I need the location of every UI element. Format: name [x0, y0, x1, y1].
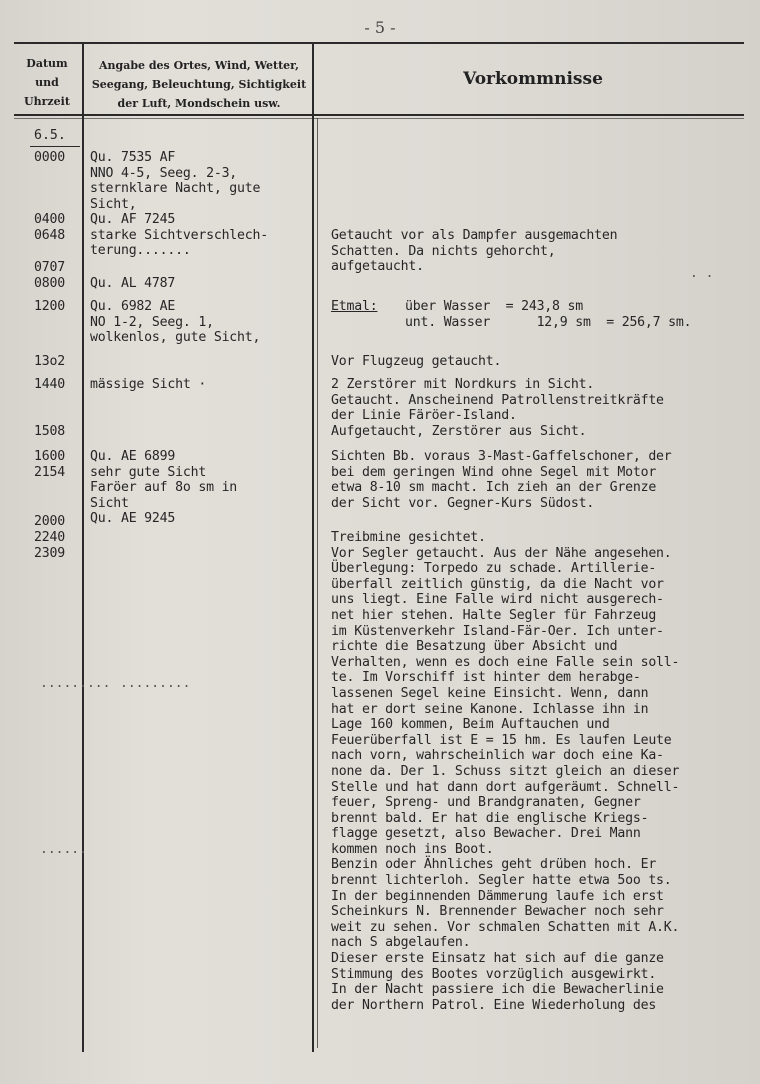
header-bottom-rule	[14, 114, 744, 116]
page-number: - 5 -	[364, 18, 396, 37]
time-entry: 2000	[34, 514, 65, 529]
header-location-line2: Seegang, Beleuchtung, Sichtigkeit	[91, 78, 307, 91]
event-entry: Sichten Bb. voraus 3-Mast-Gaffelschoner, der bei dem geringen Wind ohne Segel mit Motor etwa 8-10 sm macht. Ich zieh an der Grenze der Sicht vor. Gegner-Kurs Südost.	[331, 449, 672, 511]
header-bottom-rule-2	[14, 118, 744, 119]
filler-dots: .........	[40, 676, 111, 691]
header-location-line3: der Luft, Mondschein usw.	[117, 97, 281, 110]
column-divider-2	[312, 44, 314, 1052]
filler-dots: . .	[690, 266, 714, 281]
time-entry: 0000	[34, 150, 65, 165]
location-entry: Qu. AF 7245 starke Sichtverschlech- terung.......	[90, 212, 269, 259]
header-date-line1: Datum	[26, 57, 68, 70]
time-entry: 1200	[34, 299, 65, 314]
location-entry: Qu. AL 4787	[90, 276, 176, 291]
location-entry: Qu. 6982 AE NO 1-2, Seeg. 1, wolkenlos, gute Sicht,	[90, 299, 261, 346]
etmal-label: Etmal:	[331, 299, 378, 314]
entry-date: 6.5.	[34, 128, 66, 143]
filler-dots: ......	[40, 842, 87, 857]
header-location-line1: Angabe des Ortes, Wind, Wetter,	[98, 59, 300, 72]
time-entry: 1440	[34, 377, 65, 392]
etmal-values: über Wasser = 243,8 sm unt. Wasser 12,9 sm = 256,7 sm.	[405, 299, 692, 330]
time-entry: 0800	[34, 276, 65, 291]
header-date-time	[14, 54, 80, 111]
header-events: Vorkommnisse	[463, 69, 603, 89]
location-entry: Qu. AE 6899 sehr gute Sicht Faröer auf 8o sm in Sicht Qu. AE 9245	[90, 449, 238, 527]
event-entry: Vor Flugzeug getaucht.	[331, 354, 502, 369]
time-entry: 2240	[34, 530, 65, 545]
time-entry: 2154	[34, 465, 65, 480]
event-entry: 2 Zerstörer mit Nordkurs in Sicht. Getaucht. Anscheinend Patrollenstreitkräfte der Linie Färöer-Island. Aufgetaucht, Zerstörer aus Sicht.	[331, 377, 664, 439]
time-entry: 1600	[34, 449, 65, 464]
time-entry: 0707	[34, 260, 65, 275]
table-top-rule	[14, 42, 744, 44]
event-entry: Getaucht vor als Dampfer ausgemachten Schatten. Da nichts gehorcht, aufgetaucht.	[331, 228, 618, 275]
location-entry: mässige Sicht ·	[90, 377, 207, 392]
event-narrative: Treibmine gesichtet. Vor Segler getaucht. Aus der Nähe angesehen. Überlegung: Torpedo zu schade. Artillerie- überfall zeitlich günstig, da die Nacht vor uns liegt. Eine Falle wird nicht ausgerech- net hier stehen. Halte Segler für Fahrzeug im Küstenverkehr Island-Fär-Oer. Ich unter- richte die Besatzung über Absicht und Verhalten, wenn es doch eine Falle sein soll- te. Im Vorschiff ist hinter dem herabge- lassenen Segel keine Einsicht. Wenn, dann hat er dort seine Kanone. Ichlasse ihn in Lage 160 kommen, Beim Auftauchen und Feuerüberfall ist E = 15 hm. Es laufen Leute nach vorn, wahrscheinlich war doch eine Ka- none da. Der 1. Schuss sitzt gleich an dieser Stelle und hat dann dort aufgeräumt. Schnell- feuer, Spreng- und Brandgranaten, Gegner brennt bald. Er hat die englische Kriegs- flagge gesetzt, also Bewacher. Drei Mann kommen noch ins Boot. Benzin oder Ähnliches geht drüben hoch. Er brennt lichterloh. Segler hatte etwa 5oo ts. In der beginnenden Dämmerung laufe ich erst Scheinkurs N. Brennender Bewacher noch sehr weit zu sehen. Vor schmalen Schatten mit A.K. nach S abgelaufen. Dieser erste Einsatz hat sich auf die ganze Stimmung des Bootes vorzüglich ausgewirkt. In der Nacht passiere ich die Bewacherlinie der Northern Patrol. Eine Wiederholung des	[331, 530, 680, 1013]
header-date-line2: und	[35, 76, 59, 89]
time-entry: 13o2	[34, 354, 65, 369]
time-entry: 2309	[34, 546, 65, 561]
date-underline	[30, 146, 80, 147]
header-location-weather	[86, 56, 312, 113]
filler-dots: .........	[120, 676, 191, 691]
location-entry: Qu. 7535 AF NNO 4-5, Seeg. 2-3, sternklare Nacht, gute Sicht,	[90, 150, 261, 212]
time-entry: 1508	[34, 424, 65, 439]
column-divider-1	[82, 44, 84, 1052]
time-entry: 0400	[34, 212, 65, 227]
time-entry: 0648	[34, 228, 65, 243]
column-divider-3	[317, 118, 318, 1048]
header-date-line3: Uhrzeit	[24, 95, 70, 108]
